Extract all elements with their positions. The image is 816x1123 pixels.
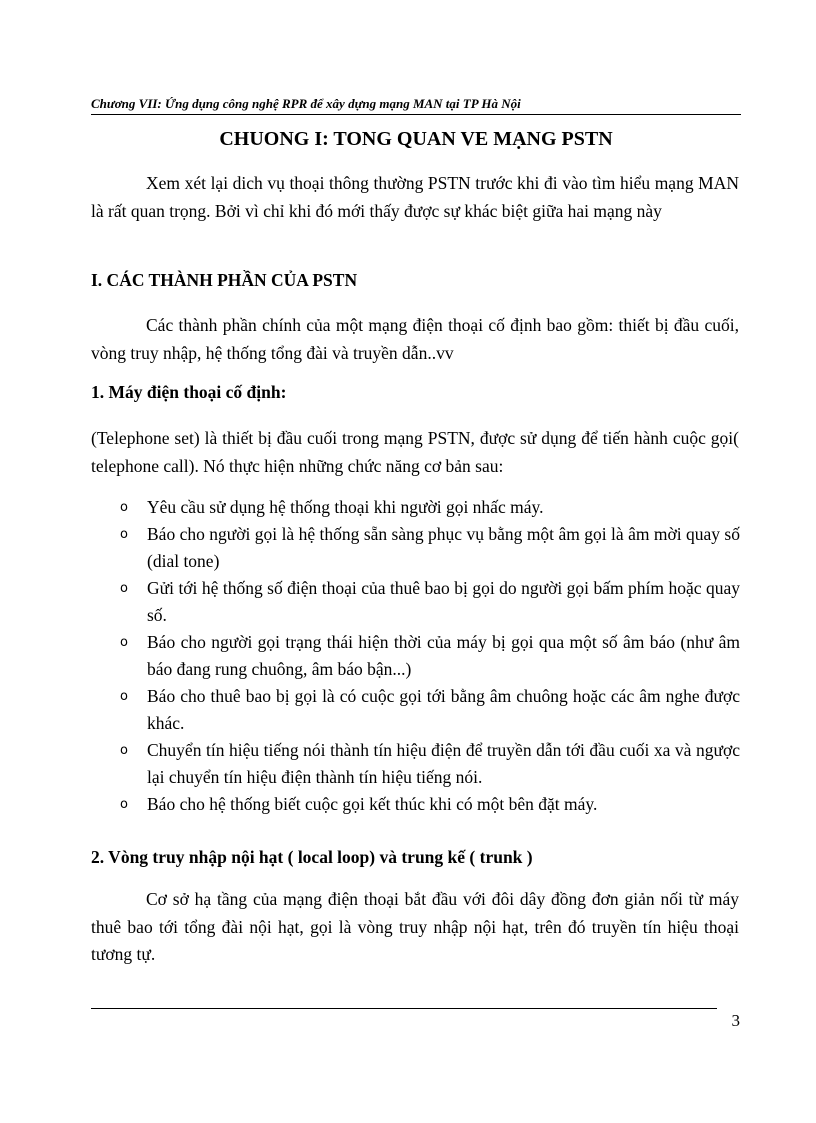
bullet-circle-icon: o [120,797,128,812]
list-item-text: Báo cho người gọi trạng thái hiện thời của máy bị gọi qua một số âm báo (như âm báo đang rung chuông, âm báo bận...) [147,632,740,679]
bullet-circle-icon: o [120,635,128,650]
components-paragraph: Các thành phần chính của một mạng điện thoại cố định bao gồm: thiết bị đầu cuối, vòng truy nhập, hệ thống tổng đài và truyền dẫn..vv [91,315,739,363]
header-divider [91,114,741,115]
local-loop-paragraph: Cơ sở hạ tầng của mạng điện thoại bắt đầu với đôi dây đồng đơn giản nối từ máy thuê bao tới tổng đài nội hạt, gọi là vòng truy nhập nội hạt, trên đó truyền tín hiệu thoại tương tự. [91,889,739,964]
subsection-heading-telephone-set: 1. Máy điện thoại cố định: [91,382,287,402]
bullet-circle-icon: o [120,527,128,542]
page-number: 3 [731,1011,740,1030]
list-item-text: Gửi tới hệ thống số điện thoại của thuê bao bị gọi do người gọi bấm phím hoặc quay số. [147,578,740,625]
list-item [120,629,740,683]
section-heading-components: I. CÁC THÀNH PHẦN CỦA PSTN [91,270,358,290]
list-item [120,521,740,575]
list-item-text: Báo cho người gọi là hệ thống sẵn sàng phục vụ bằng một âm gọi là âm mời quay số (dial tone) [147,524,740,571]
subsection-heading-local-loop: 2. Vòng truy nhập nội hạt ( local loop) và trung kế ( trunk ) [91,847,533,867]
list-item [120,791,740,818]
bullet-circle-icon: o [120,743,128,758]
list-item-text: Báo cho hệ thống biết cuộc gọi kết thúc khi có một bên đặt máy. [147,794,598,814]
list-item [120,737,740,791]
bullet-circle-icon: o [120,689,128,704]
footer-divider [91,1008,717,1009]
list-item [120,494,740,521]
bullet-circle-icon: o [120,581,128,596]
telephone-functions-list [120,494,740,818]
intro-paragraph: Xem xét lại dich vụ thoại thông thường PSTN trước khi đi vào tìm hiểu mạng MAN là rất quan trọng. Bởi vì chỉ khi đó mới thấy được sự khác biệt giữa hai mạng này [91,173,739,221]
running-header: Chương VII: Ứng dụng công nghệ RPR để xây dựng mạng MAN tại TP Hà Nội [91,96,521,111]
list-item [120,683,740,737]
chapter-title: CHUONG I: TONG QUAN VE MẠNG PSTN [219,128,613,150]
list-item-text: Chuyển tín hiệu tiếng nói thành tín hiệu điện để truyền dẫn tới đầu cuối xa và ngược lại chuyển tín hiệu điện thành tín hiệu tiếng nói. [147,740,740,787]
list-item-text: Yêu cầu sử dụng hệ thống thoại khi người gọi nhấc máy. [147,497,544,517]
list-item-text: Báo cho thuê bao bị gọi là có cuộc gọi tới bằng âm chuông hoặc các âm nghe được khác. [147,686,740,733]
bullet-circle-icon: o [120,500,128,515]
list-item [120,575,740,629]
telephone-set-paragraph: (Telephone set) là thiết bị đầu cuối trong mạng PSTN, được sử dụng để tiến hành cuộc gọi( telephone call). Nó thực hiện những chức năng cơ bản sau: [91,428,739,476]
